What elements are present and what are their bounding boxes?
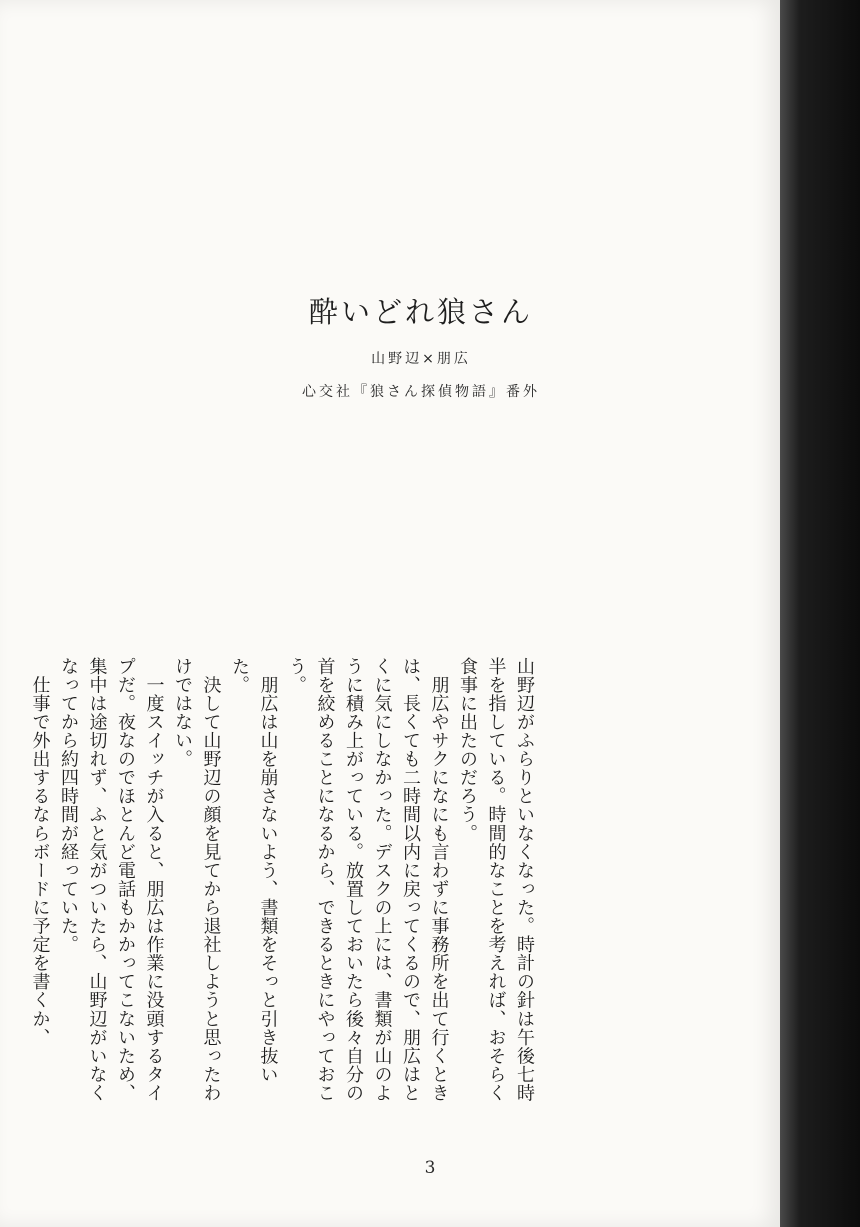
paragraph: 山野辺がふらりといなくなった。時計の針は午後七時半を指している。時間的なことを考えれば、おそらく食事に出たのだろう。	[457, 657, 535, 1103]
paragraph: 朋広やサクになにも言わずに事務所を出て行くときは、長くても二時間以内に戻ってくるので、朋広はとくに気にしなかった。デスクの上には、書類が山のように積み上がっている。放置しておいたら後々自分の首を絞めることになるから、できるときにやっておこう。	[286, 657, 450, 1103]
paragraph: 仕事で外出するならボードに予定を書くか、	[29, 657, 51, 1047]
paragraph: 朋広は山を崩さないよう、書類をそっと引き抜いた。	[229, 657, 279, 1084]
paragraph: 決して山野辺の顔を見てから退社しようと思ったわけではない。	[172, 657, 222, 1103]
book-edge-shadow	[780, 0, 860, 1227]
page-number: 3	[424, 1158, 436, 1178]
paragraph: 一度スイッチが入ると、朋広は作業に没頭するタイプだ。夜なのでほとんど電話もかかってこないため、集中は途切れず、ふと気がついたら、山野辺がいなくなってから約四時間が経っていた。	[58, 657, 165, 1103]
pairing-subtitle: 山野辺×朋広	[371, 351, 471, 367]
story-title: 酔いどれ狼さん	[308, 295, 533, 329]
series-subtitle: 心交社『狼さん探偵物語』番外	[302, 384, 540, 400]
vertical-body-text	[25, 657, 538, 1117]
